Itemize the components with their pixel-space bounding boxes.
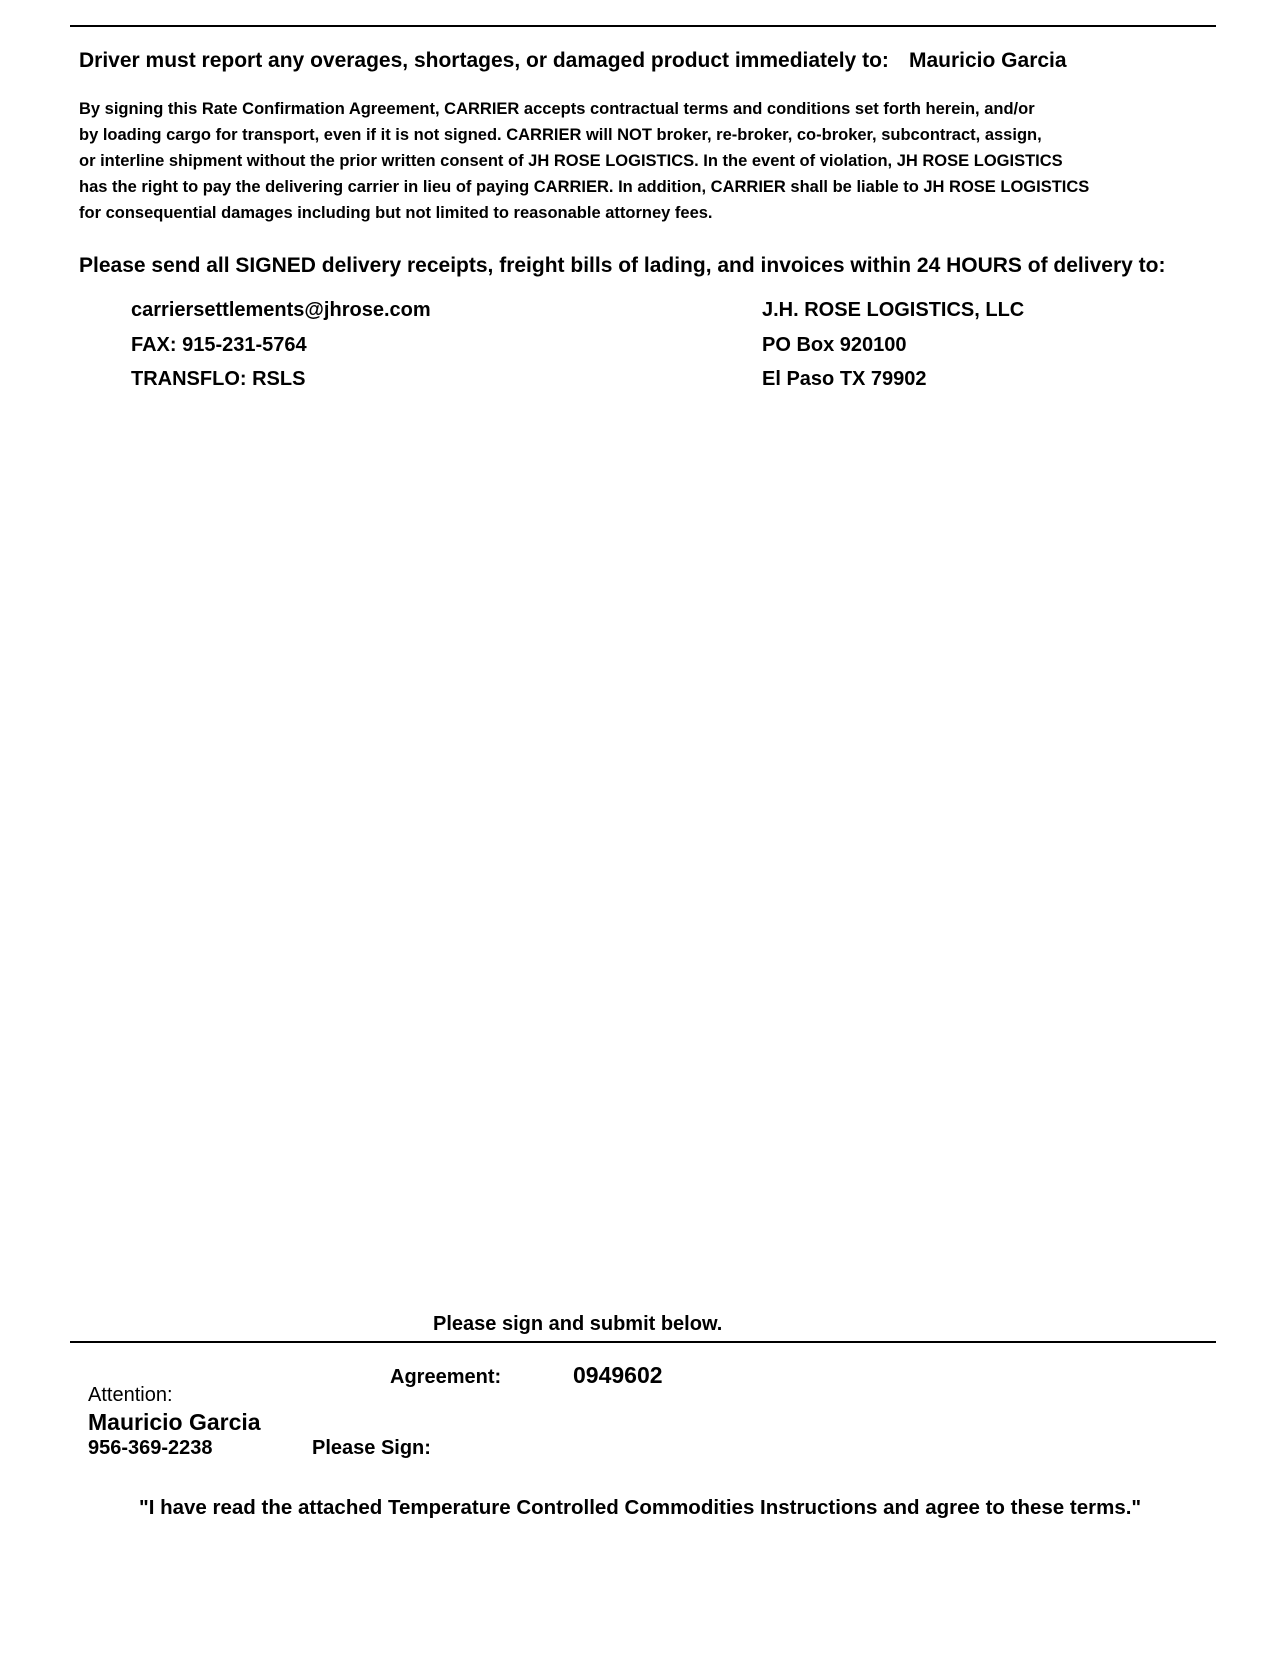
terms-line: by loading cargo for transport, even if it is not signed. CARRIER will NOT broker, re-broker, co-broker, subcontract, assign, [79,126,1042,144]
sign-prompt: Please sign and submit below. [433,1313,723,1335]
fax-number: FAX: 915-231-5764 [131,333,307,356]
submission-contacts [131,293,431,397]
agreement-number: 0949602 [573,1362,663,1388]
company-name: J.H. ROSE LOGISTICS, LLC [762,299,1025,321]
agreement-label: Agreement: [390,1366,502,1388]
po-box: PO Box 920100 [762,333,907,356]
terms-line: has the right to pay the delivering carrier in lieu of paying CARRIER. In addition, CARRIER shall be liable to JH ROSE LOGISTICS [79,178,1090,196]
mailing-address [762,293,1024,397]
acknowledgement-statement: "I have read the attached Temperature Controlled Commodities Instructions and agree to these terms." [139,1496,1142,1519]
signature-divider [70,1341,1216,1343]
please-sign-label: Please Sign: [312,1437,431,1459]
city-state-zip: El Paso TX 79902 [762,368,927,390]
transflo-code: TRANSFLO: RSLS [131,368,306,390]
terms-line: for consequential damages including but not limited to reasonable attorney fees. [79,204,713,222]
attention-phone: 956-369-2238 [88,1437,213,1459]
send-instructions: Please send all SIGNED delivery receipts, freight bills of lading, and invoices within 24 HOURS of delivery to: [79,254,1166,277]
terms-line: By signing this Rate Confirmation Agreement, CARRIER accepts contractual terms and conditions set forth herein, and/or [79,100,1035,118]
terms-line: or interline shipment without the prior written consent of JH ROSE LOGISTICS. In the event of violation, JH ROSE LOGISTICS [79,152,1063,170]
top-divider [70,25,1216,27]
settlements-email: carriersettlements@jhrose.com [131,299,431,321]
report-contact-name: Mauricio Garcia [909,49,1067,72]
attention-label: Attention: [88,1384,173,1406]
report-notice: Driver must report any overages, shortages, or damaged product immediately to: [79,49,889,72]
attention-name: Mauricio Garcia [88,1409,261,1435]
terms-paragraph [79,96,1089,226]
